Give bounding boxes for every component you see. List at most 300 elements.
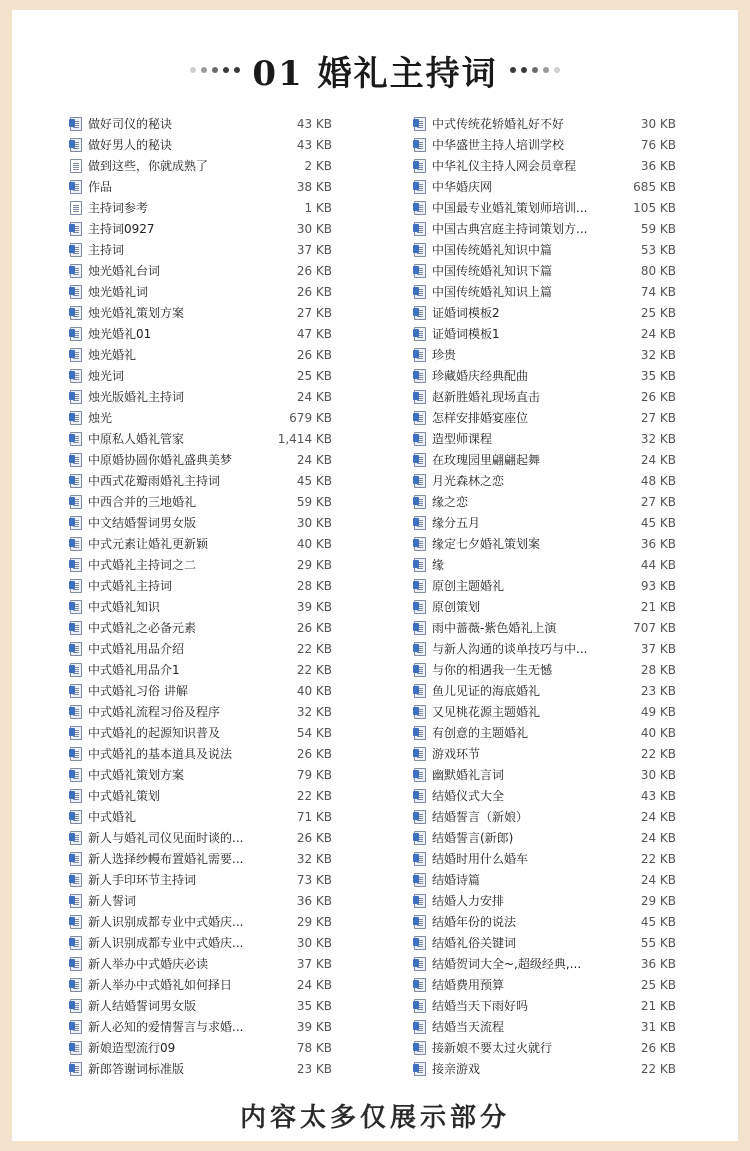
file-row[interactable] <box>414 281 676 302</box>
word-doc-icon <box>414 768 426 782</box>
file-row[interactable] <box>70 470 332 491</box>
file-row[interactable] <box>414 575 676 596</box>
file-size: 80 KB <box>640 263 676 278</box>
word-doc-icon <box>70 789 82 803</box>
file-row[interactable] <box>70 134 332 155</box>
file-size: 21 KB <box>640 599 676 614</box>
file-row[interactable] <box>70 1016 332 1037</box>
word-doc-icon <box>414 684 426 698</box>
footer-caption: 内容太多仅展示部分 <box>239 1103 510 1133</box>
file-row[interactable] <box>70 680 332 701</box>
word-doc-icon <box>414 558 426 572</box>
file-size: 71 KB <box>296 809 332 824</box>
file-name: 缘分五月 <box>432 516 481 530</box>
file-size: 26 KB <box>640 1040 676 1055</box>
file-name: 原创策划 <box>432 600 481 614</box>
file-name: 结婚誓言（新娘） <box>432 810 529 824</box>
file-size: 23 KB <box>640 683 676 698</box>
file-row[interactable] <box>414 344 676 365</box>
word-doc-icon <box>70 222 82 236</box>
file-name: 新人必知的爱情誓言与求婚... <box>88 1020 244 1034</box>
file-size: 45 KB <box>296 473 332 488</box>
file-size: 24 KB <box>640 872 676 887</box>
file-row[interactable] <box>414 1058 676 1079</box>
file-size: 26 KB <box>296 620 332 635</box>
file-size: 37 KB <box>296 956 332 971</box>
file-name: 中式婚礼知识 <box>88 600 161 614</box>
word-doc-icon <box>70 705 82 719</box>
file-name: 中式元素让婚礼更新颖 <box>88 537 209 551</box>
file-size: 105 KB <box>633 200 676 215</box>
word-doc-icon <box>414 1062 426 1076</box>
file-size: 40 KB <box>640 725 676 740</box>
file-name: 中华礼仪主持人网会员章程 <box>432 159 577 173</box>
file-name: 缘 <box>432 558 445 572</box>
file-name: 新人识别成都专业中式婚庆... <box>88 936 244 950</box>
word-doc-icon <box>70 1062 82 1076</box>
file-size: 79 KB <box>296 767 332 782</box>
file-size: 26 KB <box>296 830 332 845</box>
file-name: 幽默婚礼言词 <box>432 768 505 782</box>
word-doc-icon <box>414 957 426 971</box>
file-name: 中华婚庆网 <box>432 180 493 194</box>
word-doc-icon <box>414 201 426 215</box>
file-name: 新人举办中式婚庆必读 <box>88 957 209 971</box>
file-row[interactable] <box>414 1016 676 1037</box>
file-row[interactable] <box>414 260 676 281</box>
file-row[interactable] <box>70 449 332 470</box>
file-row[interactable] <box>70 386 332 407</box>
file-size: 22 KB <box>640 746 676 761</box>
file-row[interactable] <box>70 890 332 911</box>
word-doc-icon <box>70 600 82 614</box>
file-name: 中式婚礼之必备元素 <box>88 621 197 635</box>
word-doc-icon <box>414 180 426 194</box>
file-row[interactable] <box>414 743 676 764</box>
file-row[interactable] <box>414 617 676 638</box>
file-row[interactable] <box>70 218 332 239</box>
file-row[interactable] <box>414 449 676 470</box>
file-row[interactable] <box>70 554 332 575</box>
file-size: 24 KB <box>296 389 332 404</box>
file-row[interactable] <box>414 491 676 512</box>
word-doc-icon <box>414 117 426 131</box>
word-doc-icon <box>414 852 426 866</box>
file-list-right <box>414 113 676 1079</box>
file-size: 49 KB <box>640 704 676 719</box>
word-doc-icon <box>70 138 82 152</box>
text-file-icon <box>70 201 82 215</box>
file-row[interactable] <box>414 155 676 176</box>
file-row[interactable] <box>70 596 332 617</box>
file-name: 新郎答谢词标准版 <box>88 1062 185 1076</box>
file-size: 37 KB <box>640 641 676 656</box>
file-name: 与新人沟通的谈单技巧与中... <box>432 642 588 656</box>
file-list-left <box>70 113 332 1079</box>
file-size: 48 KB <box>640 473 676 488</box>
word-doc-icon <box>70 411 82 425</box>
file-row[interactable] <box>70 827 332 848</box>
word-doc-icon <box>70 831 82 845</box>
file-size: 26 KB <box>296 347 332 362</box>
file-row[interactable] <box>414 869 676 890</box>
file-row[interactable] <box>414 701 676 722</box>
word-doc-icon <box>414 516 426 530</box>
file-name: 中原婚协圆你婚礼盛典美梦 <box>88 453 233 467</box>
word-doc-icon <box>414 495 426 509</box>
file-name: 中国传统婚礼知识中篇 <box>432 243 553 257</box>
file-row[interactable] <box>70 848 332 869</box>
file-size: 29 KB <box>296 914 332 929</box>
file-size: 24 KB <box>640 830 676 845</box>
file-row[interactable] <box>414 470 676 491</box>
file-row[interactable] <box>414 239 676 260</box>
page-header <box>0 40 750 100</box>
word-doc-icon <box>70 264 82 278</box>
word-doc-icon <box>70 327 82 341</box>
word-doc-icon <box>70 180 82 194</box>
word-doc-icon <box>70 1020 82 1034</box>
file-name: 中国传统婚礼知识上篇 <box>432 285 553 299</box>
word-doc-icon <box>414 789 426 803</box>
file-row[interactable] <box>70 1037 332 1058</box>
file-name: 新人与婚礼司仪见面时谈的... <box>88 831 244 845</box>
file-row[interactable] <box>414 806 676 827</box>
word-doc-icon <box>414 600 426 614</box>
word-doc-icon <box>414 978 426 992</box>
file-row[interactable] <box>414 113 676 134</box>
file-name: 中华盛世主持人培训学校 <box>432 138 565 152</box>
file-row[interactable] <box>414 134 676 155</box>
file-row[interactable] <box>70 197 332 218</box>
file-name: 中文结婚誓词男女版 <box>88 516 197 530</box>
file-row[interactable] <box>70 932 332 953</box>
file-row[interactable] <box>414 428 676 449</box>
file-name: 做好男人的秘诀 <box>88 138 173 152</box>
file-size: 36 KB <box>640 956 676 971</box>
file-size: 36 KB <box>640 536 676 551</box>
file-name: 烛光婚礼词 <box>88 285 149 299</box>
word-doc-icon <box>414 873 426 887</box>
file-row[interactable] <box>70 806 332 827</box>
file-row[interactable] <box>70 428 332 449</box>
file-name: 烛光婚礼策划方案 <box>88 306 185 320</box>
file-size: 32 KB <box>640 431 676 446</box>
right-dots-decoration <box>510 67 560 73</box>
file-name: 中式婚礼主持词 <box>88 579 173 593</box>
file-name: 有创意的主题婚礼 <box>432 726 529 740</box>
file-name: 烛光版婚礼主持词 <box>88 390 185 404</box>
file-size: 30 KB <box>296 221 332 236</box>
file-row[interactable] <box>70 638 332 659</box>
file-size: 22 KB <box>296 641 332 656</box>
file-row[interactable] <box>414 554 676 575</box>
file-size: 24 KB <box>640 452 676 467</box>
file-name: 烛光婚礼 <box>88 348 137 362</box>
word-doc-icon <box>414 705 426 719</box>
word-doc-icon <box>414 390 426 404</box>
file-name: 新人誓词 <box>88 894 137 908</box>
file-name: 中式婚礼策划 <box>88 789 161 803</box>
file-size: 73 KB <box>296 872 332 887</box>
word-doc-icon <box>414 432 426 446</box>
word-doc-icon <box>70 768 82 782</box>
file-name: 主持词 <box>88 243 125 257</box>
file-size: 39 KB <box>296 599 332 614</box>
file-name: 接新娘不要太过火就行 <box>432 1041 553 1055</box>
file-row[interactable] <box>70 953 332 974</box>
file-name: 中式传统花轿婚礼好不好 <box>432 117 565 131</box>
file-name: 结婚年份的说法 <box>432 915 517 929</box>
file-row[interactable] <box>70 722 332 743</box>
file-name: 中式婚礼流程习俗及程序 <box>88 705 221 719</box>
file-size: 1 KB <box>304 200 332 215</box>
word-doc-icon <box>414 285 426 299</box>
file-row[interactable] <box>70 659 332 680</box>
file-size: 24 KB <box>296 977 332 992</box>
file-row[interactable] <box>414 974 676 995</box>
file-row[interactable] <box>70 323 332 344</box>
word-doc-icon <box>414 999 426 1013</box>
file-row[interactable] <box>70 365 332 386</box>
file-name: 中式婚礼习俗 讲解 <box>88 684 188 698</box>
file-name: 中式婚礼用品介1 <box>88 663 180 677</box>
word-doc-icon <box>70 726 82 740</box>
file-name: 作品 <box>88 180 113 194</box>
file-name: 中原私人婚礼管家 <box>88 432 185 446</box>
word-doc-icon <box>70 306 82 320</box>
file-row[interactable] <box>70 344 332 365</box>
file-size: 26 KB <box>640 389 676 404</box>
word-doc-icon <box>70 369 82 383</box>
file-size: 76 KB <box>640 137 676 152</box>
file-size: 707 KB <box>633 620 676 635</box>
file-row[interactable] <box>414 218 676 239</box>
file-size: 43 KB <box>640 788 676 803</box>
file-size: 55 KB <box>640 935 676 950</box>
word-doc-icon <box>414 348 426 362</box>
file-row[interactable] <box>70 869 332 890</box>
file-name: 中式婚礼主持词之二 <box>88 558 197 572</box>
file-row[interactable] <box>70 302 332 323</box>
file-size: 36 KB <box>640 158 676 173</box>
word-doc-icon <box>70 852 82 866</box>
word-doc-icon <box>414 726 426 740</box>
file-size: 54 KB <box>296 725 332 740</box>
word-doc-icon <box>70 537 82 551</box>
file-row[interactable] <box>70 239 332 260</box>
word-doc-icon <box>414 810 426 824</box>
file-size: 29 KB <box>640 893 676 908</box>
file-name: 烛光婚礼台词 <box>88 264 161 278</box>
text-file-icon <box>70 159 82 173</box>
file-size: 679 KB <box>289 410 332 425</box>
file-row[interactable] <box>70 764 332 785</box>
word-doc-icon <box>70 894 82 908</box>
file-row[interactable] <box>414 764 676 785</box>
file-size: 25 KB <box>640 977 676 992</box>
word-doc-icon <box>414 579 426 593</box>
file-row[interactable] <box>70 575 332 596</box>
file-size: 26 KB <box>296 746 332 761</box>
file-name: 做好司仪的秘诀 <box>88 117 173 131</box>
file-size: 24 KB <box>640 326 676 341</box>
file-name: 结婚时用什么婚车 <box>432 852 529 866</box>
file-row[interactable] <box>70 911 332 932</box>
file-row[interactable] <box>414 323 676 344</box>
file-name: 证婚词模板2 <box>432 306 500 320</box>
file-size: 24 KB <box>296 452 332 467</box>
file-row[interactable] <box>414 659 676 680</box>
file-name: 结婚人力安排 <box>432 894 505 908</box>
file-row[interactable] <box>70 617 332 638</box>
file-size: 43 KB <box>296 116 332 131</box>
file-row[interactable] <box>414 680 676 701</box>
file-size: 40 KB <box>296 683 332 698</box>
file-row[interactable] <box>414 722 676 743</box>
word-doc-icon <box>70 978 82 992</box>
file-size: 59 KB <box>296 494 332 509</box>
file-size: 29 KB <box>296 557 332 572</box>
file-row[interactable] <box>70 281 332 302</box>
file-name: 烛光 <box>88 411 113 425</box>
file-name: 新人选择纱幔布置婚礼需要... <box>88 852 244 866</box>
file-size: 36 KB <box>296 893 332 908</box>
file-name: 缘定七夕婚礼策划案 <box>432 537 541 551</box>
file-size: 26 KB <box>296 284 332 299</box>
file-row[interactable] <box>414 512 676 533</box>
file-row[interactable] <box>414 365 676 386</box>
word-doc-icon <box>70 873 82 887</box>
left-dots-decoration <box>190 67 240 73</box>
file-name: 做到这些，你就成熟了 <box>88 159 209 173</box>
file-size: 78 KB <box>296 1040 332 1055</box>
file-row[interactable] <box>70 701 332 722</box>
file-size: 40 KB <box>296 536 332 551</box>
file-row[interactable] <box>414 596 676 617</box>
file-size: 31 KB <box>640 1019 676 1034</box>
file-row[interactable] <box>414 197 676 218</box>
file-size: 37 KB <box>296 242 332 257</box>
word-doc-icon <box>414 747 426 761</box>
word-doc-icon <box>414 159 426 173</box>
file-row[interactable] <box>70 995 332 1016</box>
file-row[interactable] <box>70 785 332 806</box>
file-size: 28 KB <box>640 662 676 677</box>
file-row[interactable] <box>70 512 332 533</box>
file-size: 39 KB <box>296 1019 332 1034</box>
file-row[interactable] <box>414 302 676 323</box>
file-row[interactable] <box>414 176 676 197</box>
word-doc-icon <box>70 936 82 950</box>
file-row[interactable] <box>414 848 676 869</box>
word-doc-icon <box>414 369 426 383</box>
file-name: 中国古典宫庭主持词策划方... <box>432 222 588 236</box>
file-name: 与你的相遇我一生无憾 <box>432 663 553 677</box>
file-name: 中国传统婚礼知识下篇 <box>432 264 553 278</box>
word-doc-icon <box>70 453 82 467</box>
word-doc-icon <box>70 642 82 656</box>
word-doc-icon <box>414 642 426 656</box>
word-doc-icon <box>70 684 82 698</box>
file-row[interactable] <box>414 932 676 953</box>
file-name: 烛光词 <box>88 369 125 383</box>
file-row[interactable] <box>70 491 332 512</box>
file-row[interactable] <box>414 953 676 974</box>
file-row[interactable] <box>70 113 332 134</box>
file-size: 23 KB <box>296 1061 332 1076</box>
file-size: 45 KB <box>640 515 676 530</box>
file-row[interactable] <box>414 995 676 1016</box>
word-doc-icon <box>70 558 82 572</box>
file-row[interactable] <box>414 911 676 932</box>
file-row[interactable] <box>70 974 332 995</box>
file-name: 中国最专业婚礼策划师培训... <box>432 201 588 215</box>
file-name: 珍贵 <box>432 348 457 362</box>
file-size: 30 KB <box>640 767 676 782</box>
file-row[interactable] <box>414 785 676 806</box>
word-doc-icon <box>414 243 426 257</box>
file-row[interactable] <box>414 1037 676 1058</box>
file-row[interactable] <box>70 407 332 428</box>
word-doc-icon <box>70 348 82 362</box>
file-size: 38 KB <box>296 179 332 194</box>
file-row[interactable] <box>70 533 332 554</box>
file-name: 游戏环节 <box>432 747 481 761</box>
file-row[interactable] <box>414 638 676 659</box>
word-doc-icon <box>70 621 82 635</box>
word-doc-icon <box>414 915 426 929</box>
file-size: 59 KB <box>640 221 676 236</box>
file-size: 21 KB <box>640 998 676 1013</box>
file-row[interactable] <box>414 890 676 911</box>
file-row[interactable] <box>70 1058 332 1079</box>
file-row[interactable] <box>70 743 332 764</box>
file-row[interactable] <box>414 533 676 554</box>
file-row[interactable] <box>70 155 332 176</box>
file-name: 中式婚礼的起源知识普及 <box>88 726 221 740</box>
word-doc-icon <box>70 747 82 761</box>
file-size: 685 KB <box>633 179 676 194</box>
file-size: 43 KB <box>296 137 332 152</box>
file-row[interactable] <box>70 176 332 197</box>
word-doc-icon <box>414 411 426 425</box>
file-row[interactable] <box>414 407 676 428</box>
file-name: 怎样安排婚宴座位 <box>432 411 529 425</box>
file-row[interactable] <box>70 260 332 281</box>
word-doc-icon <box>414 621 426 635</box>
word-doc-icon <box>70 915 82 929</box>
file-size: 27 KB <box>296 305 332 320</box>
file-name: 赵新胜婚礼现场直击 <box>432 390 541 404</box>
word-doc-icon <box>70 957 82 971</box>
word-doc-icon <box>414 1020 426 1034</box>
file-row[interactable] <box>414 827 676 848</box>
file-name: 新人识别成都专业中式婚庆... <box>88 915 244 929</box>
file-name: 中式婚礼用品介绍 <box>88 642 185 656</box>
file-name: 中式婚礼的基本道具及说法 <box>88 747 233 761</box>
file-size: 74 KB <box>640 284 676 299</box>
page-title: 01 婚礼主持词 <box>252 53 498 94</box>
file-size: 28 KB <box>296 578 332 593</box>
file-size: 22 KB <box>640 1061 676 1076</box>
file-row[interactable] <box>414 386 676 407</box>
word-doc-icon <box>414 474 426 488</box>
file-name: 中西合并的三地婚礼 <box>88 495 197 509</box>
word-doc-icon <box>70 1041 82 1055</box>
word-doc-icon <box>414 831 426 845</box>
file-name: 新人结婚誓词男女版 <box>88 999 197 1013</box>
